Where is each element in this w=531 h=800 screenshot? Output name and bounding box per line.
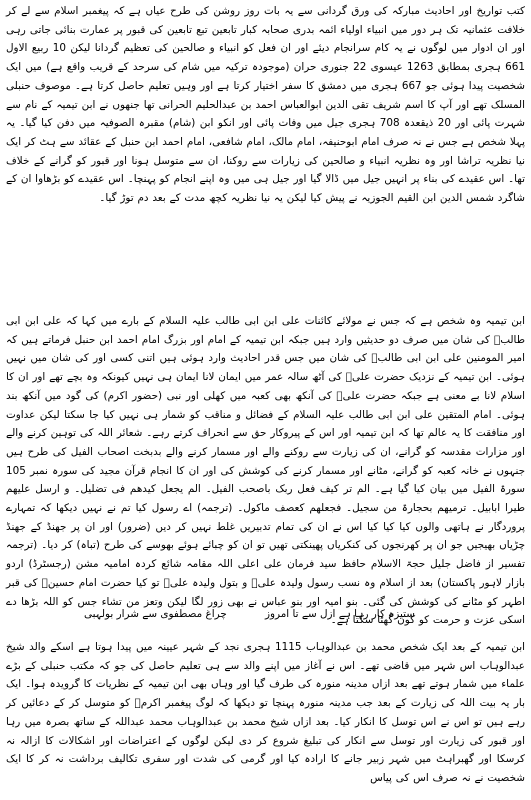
couplet-right-hemistich: ستیزہ کار رہا ہے ازل سے تا امروز [264,608,415,620]
paragraph-ali-and-ashab-al-fil: ابن تیمیہ وہ شخص ہے کہ جس نے مولائے کائنات علی ابن ابی طالب علیہ السلام کے بارے میں کہا کہ علی ابن ابی طالبؑ کی شان میں صرف دو حدیثیں وارد ہیں جبکہ ابن تیمیہ کے امام اور بزرگ امام احمد ابن حنبل فرماتے ہیں کہ امیر المومنین علی ابن ابی طالبؑ کی شان میں جس قدر احادیث وارد ہوئی ہیں اتنی کسی اور کی شان میں نہیں ہوئی۔ ابن تیمیہ کے نزدیک حضرت علیؑ کی آٹھ سالہ عمر میں ایمان لانا ایمان ہی نہیں کیونکہ وہ بچے تھے اور ان کا اسلام لانا بے معنی ہے جبکہ حضرت علیؑ کی آنکھ بھی کعبہ میں کھلی اور نبی (حضور اکرم) کی گود میں آنکھ بند ہوئی۔ امام المتقین علی ابن ابی طالب علیہ السلام کے فضائل و مناقب کو شمار ہی نہیں کیا جا سکتا لیکن عداوت اور منافقت کا یہ عالم تھا کہ ابن تیمیہ اور اس کے پیروکار حق سے انحراف کرتے رہے۔ شعائر اللہ کی توہین کرنے والے اور مزارات مقدسہ کو گرانے، ان کی زیارت سے روکنے والے اور مسمار کرنے والے بدبخت اصحاب الفیل کی طرح ہیں جنہوں نے خانہ کعبہ کو گرانے، مٹانے اور مسمار کرنے کی کوشش کی اور ان کا انجام قرآن مجید کی سورہ نمبر 105 سورۃ الفیل میں بیان کیا گیا ہے۔ الم تر کیف فعل ربک باصحب الفیل۔ الم یجعل کیدھم فی تضلیل۔ و ارسل علیھم طیرا ابابیل۔ ترمیھم بحجارۃ من سجیل۔ فجعلھم کعصف ماکول۔ (ترجمہ) اے رسول کیا تم نے نہیں دیکھا کہ تمہارے پروردگار نے ہاتھی والوں کیا کیا کیا اس نے ان کی تمام تدبیریں غلط نہیں کر دیں (ضرور) اور ان پر جھنڈ کے جھنڈ چڑیاں بھیجیں جو ان پر کھرنجوں کی کنکریاں پھینکتی تھیں تو ان کو چبائے ہوئے بھوسے کی طرح (تباہ) کر دیا۔ (ترجمہ تفسیر از فاضل جلیل حجۃ الاسلام حافظ سید فرمان علی اعلی اللہ مقامہ شائع کردہ امامیہ مشن (رجسٹرڈ) اردو بازار لاہور پاکستان) بعد از اسلام وہ نسب رسول ولیدہ علیؑ و بتول ولیدہ علیؑ تو کیا حضرت امام حسینؑ کی قبر اطہر کو مٹانے کی کوشش کی گئی۔ بنو امیہ اور بنو عباس نے بھی زور لگا لیکن وتعز من تشاء جس کو اللہ بڑھا دے اسکی عزت و حرمت کو کون گھٹا سکتا ہے۔ [6,315,525,627]
document-page [6,2,525,787]
paragraph-abdul-wahhab: ابن تیمیہ کے بعد ایک شخص محمد بن عبدالوہاب 1115 ہجری نجد کے شہر عیینہ میں پیدا ہوتا ہے اسکے والد شیخ عبدالوہاب اس شہر میں قاضی تھے۔ اس نے آغاز میں اپنے والد سے ہی تعلیم حاصل کی جو کہ مکتب حنبلی کے بڑے علماء میں شمار ہوتے تھے بعد ازاں مدینہ منورہ کی طرف گیا اور وہاں بھی ابن تیمیہ کے نظریات کا گرویدہ ہوا۔ ایک بار یہ بیت اللہ کی زیارت کے بعد جب مدینہ منورہ پہنچا تو دیکھا کہ لوگ پیغمبر اکرمؐ کو متوسل کر کے دعائیں کر رہے ہیں تو اس نے اس توسل کا انکار کیا۔ بعد ازاں شیخ محمد بن عبدالوہاب محمد عبداللہ کے ساتھ بصرہ میں رہا اور قبور کی زیارت اور توسل سے انکار کی تبلیغ شروع کر دی لیکن لوگوں کے اعتراضات اور اشکالات کا ازالہ نہ کرسکا اور گھبراہٹ میں شہر زبیر جانے کا ارادہ کیا اور گرمی کی شدت اور سفری تکالیف برداشت نہ کر کا ایک شخصیت نے نہ صرف اس کی پیاس [6,641,525,784]
paragraph-intro-ibn-taymiyyah: کتب تواریخ اور احادیث مبارکہ کی ورق گردانی سے یہ بات روز روشن کی طرح عیاں ہے کہ پیغمبر اسلام سے لے کر خلافت عثمانیہ تک ہر دور میں انبیاء اولیاء ائمہ بدری صحابہ کبار تابعین تبع تابعین کی قبور پر عمارت بنائی جاتی رہی اور ان ادوار میں لوگوں نے یہ کام سرانجام دیئے اور ان فعل کو انبیاء و صالحین کی تعظیم گردانا لیکن 10 ربیع الاول 661 ہجری بمطابق 1263 عیسوی 22 جنوری حران (موجودہ ترکیہ میں شام کی سرحد کے قریب واقع ہے) میں ایک شخصیت پیدا ہوئی جو 667 ہجری میں دمشق کا سفر اختیار کرتا ہے اور وہیں تعلیم حاصل کرتا ہے۔ موصوف حنبلی المسلک تھے اور آپ کا اسم شریف تقی الدین ابوالعباس احمد بن عبدالحلیم الحرانی تھا جنھوں نے ابن تیمیہ کے نام سے شہرت پائی اور 20 ذیقعدہ 708 ہجری جیل میں وفات پائی اور انکو ابن (شام) مقبرہ الصوفیہ میں دفن کیا گیا۔ یہ پہلا شخص ہے جس نے نہ صرف امام ابوحنیفہ، امام مالک، امام شافعی، امام احمد ابن حنبل کے عقائد سے ہٹ کر ایک نیا نظریہ تراشا اور وہ نظریہ انبیاء و صالحین کی زیارات سے روکنا، ان سے متوسل ہونا اور قبور کو گرانے کے خلاف تھا۔ اس عقیدے کی بناء پر انہیں جیل میں ڈالا گیا اور جیل ہی میں وہ اپنے انجام کو پہنچا۔ اس عقیدے کو بڑھاوا ان کے شاگرد شمس الدین ابن القیم الجوزیہ نے پیش کیا لیکن یہ نیا نظریہ کچھ مدت کے بعد دم توڑ گیا۔ [6,5,525,205]
couplet-left-hemistich: چراغ مصطفوی سے شرار بولہبی [84,608,227,620]
